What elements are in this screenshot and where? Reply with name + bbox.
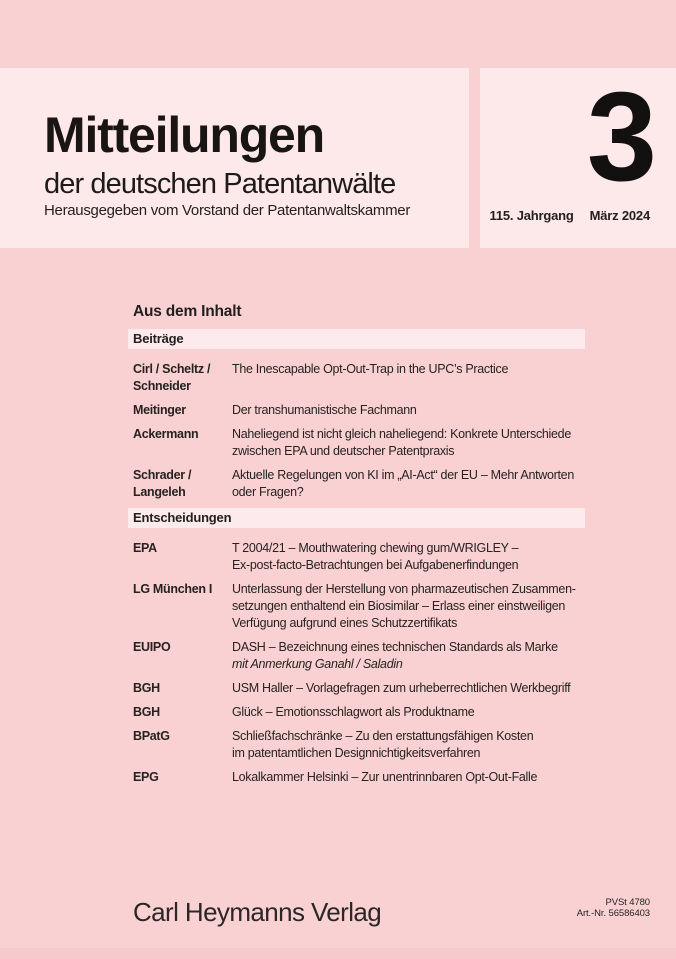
toc-entry-title [232,402,585,419]
title-line: zwischen EPA und deutscher Patentpraxis [232,444,455,458]
toc-entry [128,639,585,673]
bottom-color-strip [0,948,676,959]
postal-codes [577,897,650,919]
toc-entry-author [128,426,232,460]
toc-entry-author [128,728,232,762]
title-line: Aktuelle Regelungen von KI im „AI-Act“ der EU – Mehr Antworten [232,468,574,482]
toc-entry-title [232,361,585,395]
toc-entry-title [232,769,585,786]
toc-entry-author [128,639,232,673]
author-line: Schneider [133,379,191,393]
toc-entry [128,581,585,632]
issue-number: 3 [586,66,654,207]
toc-entry [128,769,585,786]
author-line: EPG [133,770,159,784]
issue-panel [480,68,676,248]
article-number: Art.-Nr. 56586403 [576,908,650,919]
author-line: BGH [133,705,160,719]
title-line: Ex-post-facto-Betrachtungen bei Aufgabenerfindungen [232,558,519,572]
toc-entry-author [128,402,232,419]
toc-entry-author [128,680,232,697]
author-line: Schrader / [133,468,192,482]
journal-title: Mitteilungen [44,107,325,163]
toc-entry-author [128,361,232,395]
author-line: Langeleh [133,485,186,499]
title-line: Glück – Emotionsschlagwort als Produktname [232,705,475,719]
issue-date: März 2024 [589,208,650,223]
publisher-logo-text: Carl Heymanns Verlag [133,897,382,927]
toc-entry-title [232,680,585,697]
toc-entry-author [128,540,232,574]
author-line: BPatG [133,729,170,743]
toc-entry-author [128,704,232,721]
title-line: setzungen enthaltend ein Biosimilar – Erlass einer einstweiligen [232,599,566,613]
journal-subtitle: der deutschen Patentanwälte [44,168,396,200]
title-line: Verfügung aufgrund eines Schutzzertifikats [232,616,458,630]
title-line: oder Fragen? [232,485,304,499]
toc-entry [128,426,585,460]
author-line: LG München I [133,582,213,596]
author-line: BGH [133,681,160,695]
toc-entry-author [128,581,232,632]
toc-entry [128,540,585,574]
title-line: Schließfachschränke – Zu den erstattungsfähigen Kosten [232,729,534,743]
title-line: Der transhumanistische Fachmann [232,403,417,417]
title-line: Unterlassung der Herstellung von pharmazeutischen Zusammen- [232,582,576,596]
toc-entry [128,680,585,697]
author-line: Cirl / Scheltz / [133,362,211,376]
volume-label: 115. Jahrgang [489,208,574,223]
title-line: Naheliegend ist nicht gleich naheliegend: Konkrete Unterschiede [232,427,571,441]
author-line: EUIPO [133,640,171,654]
author-line: EPA [133,541,157,555]
masthead-panel [0,68,469,248]
toc-entry-title [232,704,585,721]
section-band-entscheidungen: Entscheidungen [128,508,585,528]
author-line: Meitinger [133,403,186,417]
masthead [44,107,411,219]
toc-entry [128,704,585,721]
publisher-line: Herausgegeben vom Vorstand der Patentanwaltskammer [44,202,411,219]
toc-entry-title [232,728,585,762]
title-line: USM Haller – Vorlagefragen zum urheberrechtlichen Werkbegriff [232,681,571,695]
toc-entry-title [232,540,585,574]
toc-heading: Aus dem Inhalt [133,303,242,320]
toc-entry [128,467,585,501]
toc-entry-title [232,639,585,673]
issue-meta [490,208,650,223]
toc-entry [128,728,585,762]
title-line: im patentamtlichen Designnichtigkeitsverfahren [232,746,481,760]
toc-entry [128,402,585,419]
toc-entry-title [232,467,585,501]
title-annotation-line: mit Anmerkung Ganahl / Saladin [232,657,403,671]
toc-entry-title [232,426,585,460]
toc-entry-author [128,769,232,786]
title-line: Lokalkammer Helsinki – Zur unentrinnbaren Opt-Out-Falle [232,770,538,784]
section-band-beitraege: Beiträge [128,329,585,349]
toc-entry-title [232,581,585,632]
toc-entry [128,361,585,395]
author-line: Ackermann [133,427,199,441]
pvst-number: PVSt 4780 [605,897,650,908]
title-line: The Inescapable Opt-Out-Trap in the UPC’s Practice [232,362,509,376]
title-line: T 2004/21 – Mouthwatering chewing gum/WRIGLEY – [232,541,519,555]
toc-entry-author [128,467,232,501]
title-line: DASH – Bezeichnung eines technischen Standards als Marke [232,640,558,654]
table-of-contents [128,303,585,793]
